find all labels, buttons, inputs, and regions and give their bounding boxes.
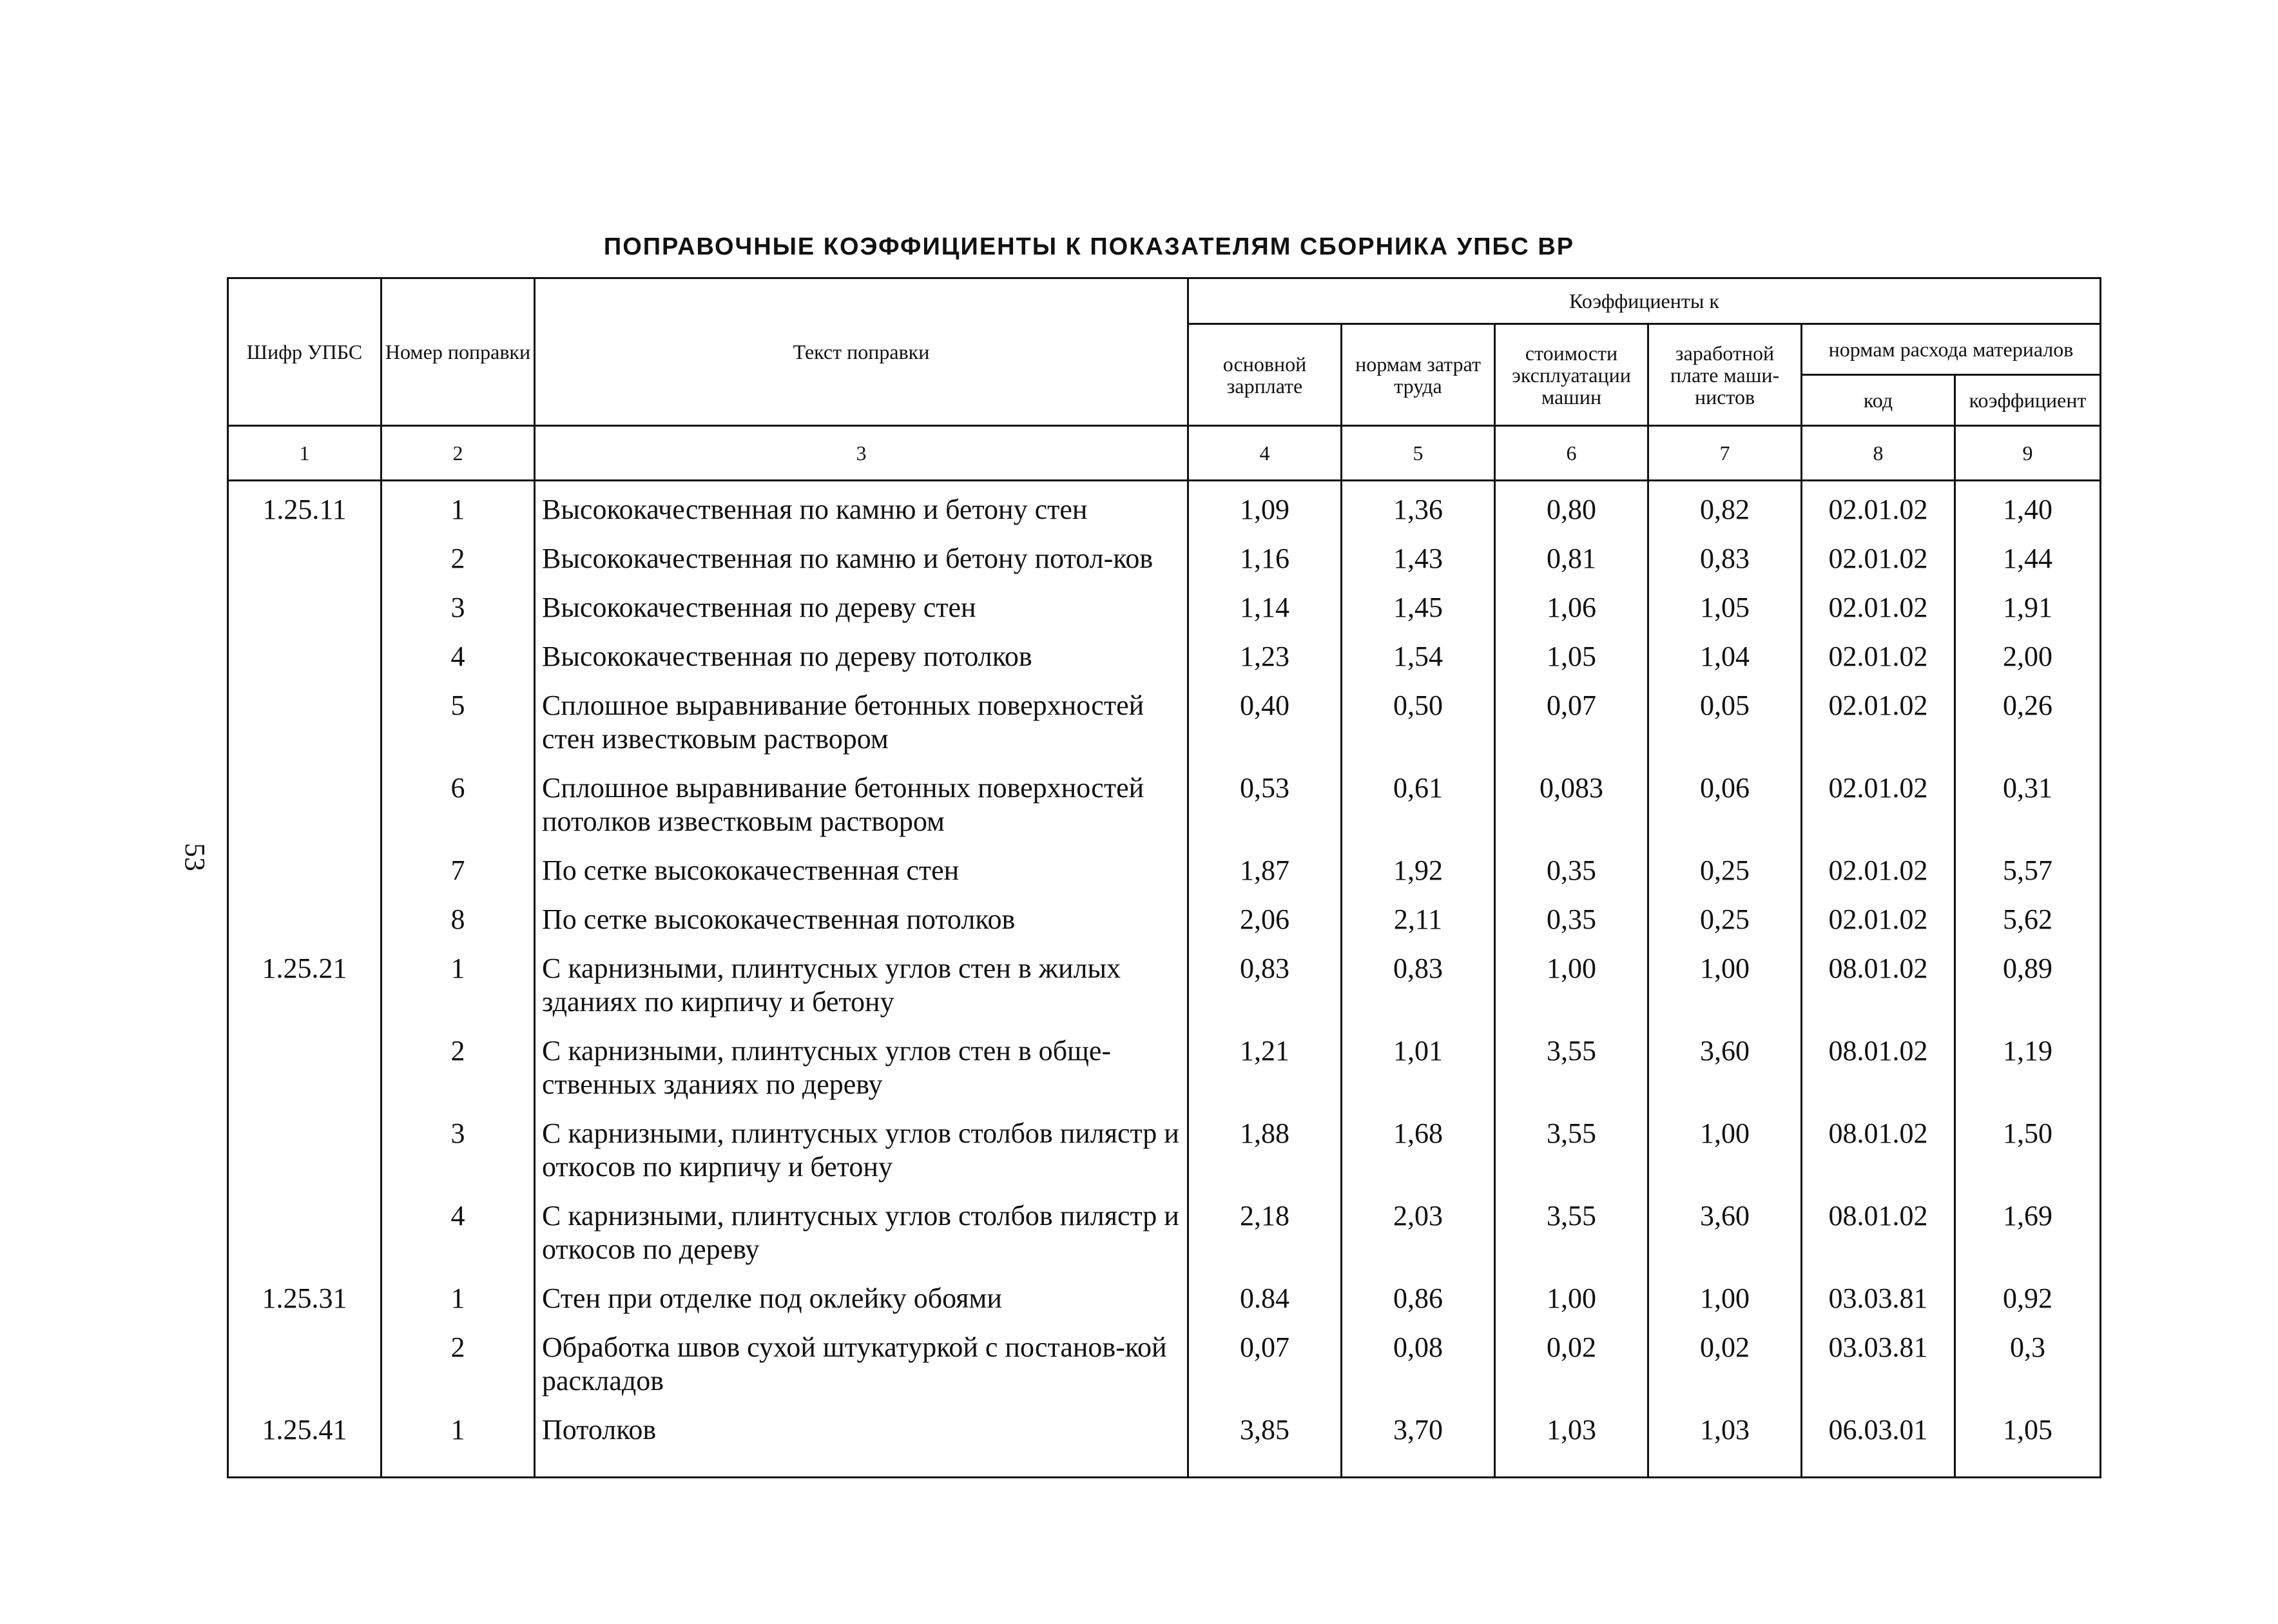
header-number: Номер поправки [381,278,535,426]
row-text: Стен при отделке под оклейку обоями [535,1274,1188,1323]
table-row [228,1109,2101,1192]
row-labor-norms-coef: 1,68 [1342,1109,1495,1192]
row-machinist-salary-coef: 3,60 [1648,1192,1802,1274]
page-number: 53 [179,843,211,871]
row-material-code: 02.01.02 [1802,846,1955,895]
row-code [228,534,381,583]
row-labor-norms-coef: 1,45 [1342,583,1495,632]
row-material-code: 08.01.02 [1802,944,1955,1027]
row-number: 5 [381,681,535,764]
table-row [228,632,2101,681]
row-material-coef: 1,50 [1955,1109,2101,1192]
row-code [228,1192,381,1274]
row-machine-cost-coef: 1,06 [1495,583,1648,632]
row-text: С карнизными, плинтусных углов стен в жилых зданиях по кирпичу и бетону [535,944,1188,1027]
row-material-code: 08.01.02 [1802,1109,1955,1192]
row-number: 3 [381,583,535,632]
row-code [228,846,381,895]
row-labor-norms-coef: 1,43 [1342,534,1495,583]
row-material-code: 08.01.02 [1802,1192,1955,1274]
coefficients-table [227,277,2101,1478]
row-machinist-salary-coef: 1,00 [1648,1109,1802,1192]
header-code: Шифр УПБС [228,278,381,426]
row-text: Сплошное выравнивание бетонных поверхностей стен известковым раствором [535,681,1188,764]
row-text: Сплошное выравнивание бетонных поверхностей потолков известковым раствором [535,764,1188,846]
row-code: 1.25.41 [228,1406,381,1478]
row-machine-cost-coef: 1,05 [1495,632,1648,681]
row-labor-norms-coef: 2,11 [1342,895,1495,944]
table-row [228,583,2101,632]
column-number: 7 [1648,426,1802,481]
table-row [228,681,2101,764]
row-machinist-salary-coef: 0,83 [1648,534,1802,583]
row-code: 1.25.21 [228,944,381,1027]
column-number: 1 [228,426,381,481]
row-code: 1.25.31 [228,1274,381,1323]
row-number: 2 [381,534,535,583]
row-material-coef: 1,40 [1955,481,2101,535]
row-code [228,895,381,944]
row-text: Высококачественная по дереву стен [535,583,1188,632]
row-basic-salary-coef: 0,07 [1188,1323,1342,1406]
row-basic-salary-coef: 0.84 [1188,1274,1342,1323]
header-machine-cost: стоимости эксплуатации машин [1495,324,1648,426]
row-number: 4 [381,1192,535,1274]
table-body [228,481,2101,1478]
row-text: С карнизными, плинтусных углов столбов пилястр и откосов по кирпичу и бетону [535,1109,1188,1192]
row-text: Высококачественная по дереву потолков [535,632,1188,681]
row-basic-salary-coef: 1,16 [1188,534,1342,583]
row-number: 1 [381,1274,535,1323]
row-basic-salary-coef: 1,14 [1188,583,1342,632]
row-labor-norms-coef: 1,54 [1342,632,1495,681]
row-material-code: 02.01.02 [1802,895,1955,944]
table-row [228,944,2101,1027]
row-machine-cost-coef: 0,80 [1495,481,1648,535]
header-machinist-salary: заработной плате маши-нистов [1648,324,1802,426]
column-number: 2 [381,426,535,481]
column-number: 3 [535,426,1188,481]
table-row [228,1323,2101,1406]
row-labor-norms-coef: 1,01 [1342,1027,1495,1109]
row-material-code: 02.01.02 [1802,632,1955,681]
row-material-code: 03.03.81 [1802,1274,1955,1323]
row-code [228,681,381,764]
row-number: 1 [381,1406,535,1478]
table-row [228,1406,2101,1478]
row-basic-salary-coef: 0,40 [1188,681,1342,764]
row-machine-cost-coef: 0,35 [1495,895,1648,944]
row-basic-salary-coef: 1,87 [1188,846,1342,895]
table-row [228,1027,2101,1109]
row-machine-cost-coef: 3,55 [1495,1109,1648,1192]
row-labor-norms-coef: 0,61 [1342,764,1495,846]
row-machinist-salary-coef: 1,04 [1648,632,1802,681]
row-material-code: 03.03.81 [1802,1323,1955,1406]
row-text: Высококачественная по камню и бетону потол-ков [535,534,1188,583]
row-code [228,632,381,681]
row-basic-salary-coef: 1,88 [1188,1109,1342,1192]
row-text: По сетке высококачественная стен [535,846,1188,895]
row-basic-salary-coef: 1,21 [1188,1027,1342,1109]
row-material-coef: 5,57 [1955,846,2101,895]
row-machinist-salary-coef: 1,05 [1648,583,1802,632]
row-material-code: 02.01.02 [1802,681,1955,764]
row-machinist-salary-coef: 0,05 [1648,681,1802,764]
row-number: 8 [381,895,535,944]
table-row [228,1274,2101,1323]
header-material-code: код [1802,375,1955,426]
column-number: 4 [1188,426,1342,481]
row-material-code: 06.03.01 [1802,1406,1955,1478]
row-material-coef: 1,91 [1955,583,2101,632]
row-text: Обработка швов сухой штукатуркой с постанов-кой раскладов [535,1323,1188,1406]
row-material-coef: 1,44 [1955,534,2101,583]
row-text: С карнизными, плинтусных углов столбов пилястр и откосов по дереву [535,1192,1188,1274]
row-labor-norms-coef: 0,50 [1342,681,1495,764]
row-material-coef: 0,89 [1955,944,2101,1027]
row-machine-cost-coef: 3,55 [1495,1027,1648,1109]
row-machinist-salary-coef: 0,25 [1648,895,1802,944]
row-text: По сетке высококачественная потолков [535,895,1188,944]
row-code [228,1323,381,1406]
row-machinist-salary-coef: 0,02 [1648,1323,1802,1406]
row-labor-norms-coef: 1,36 [1342,481,1495,535]
row-code [228,764,381,846]
row-basic-salary-coef: 0,83 [1188,944,1342,1027]
column-number: 9 [1955,426,2101,481]
row-machine-cost-coef: 0,07 [1495,681,1648,764]
table-row [228,481,2101,535]
row-labor-norms-coef: 0,86 [1342,1274,1495,1323]
row-machinist-salary-coef: 1,00 [1648,944,1802,1027]
row-text: Потолков [535,1406,1188,1478]
row-machinist-salary-coef: 0,82 [1648,481,1802,535]
row-material-coef: 5,62 [1955,895,2101,944]
row-machine-cost-coef: 1,03 [1495,1406,1648,1478]
row-number: 2 [381,1323,535,1406]
table-row [228,534,2101,583]
row-material-coef: 2,00 [1955,632,2101,681]
row-number: 1 [381,944,535,1027]
row-text: Высококачественная по камню и бетону стен [535,481,1188,535]
row-material-code: 02.01.02 [1802,764,1955,846]
column-number: 6 [1495,426,1648,481]
row-machine-cost-coef: 0,083 [1495,764,1648,846]
page-title: ПОПРАВОЧНЫЕ КОЭФФИЦИЕНТЫ К ПОКАЗАТЕЛЯМ СБОРНИКА УПБС ВР [603,233,1575,260]
row-material-code: 02.01.02 [1802,534,1955,583]
row-machine-cost-coef: 0,81 [1495,534,1648,583]
table-row [228,895,2101,944]
row-labor-norms-coef: 1,92 [1342,846,1495,895]
row-material-coef: 1,05 [1955,1406,2101,1478]
row-number: 6 [381,764,535,846]
header-text: Текст поправки [535,278,1188,426]
row-material-coef: 0,92 [1955,1274,2101,1323]
column-number: 8 [1802,426,1955,481]
row-material-coef: 1,69 [1955,1192,2101,1274]
row-labor-norms-coef: 3,70 [1342,1406,1495,1478]
row-material-coef: 0,3 [1955,1323,2101,1406]
row-labor-norms-coef: 0,08 [1342,1323,1495,1406]
row-number: 1 [381,481,535,535]
row-number: 2 [381,1027,535,1109]
header-coefficients: Коэффициенты к [1188,278,2101,324]
header-material-coefficient: коэффициент [1955,375,2101,426]
row-material-coef: 0,31 [1955,764,2101,846]
row-code [228,583,381,632]
row-machine-cost-coef: 3,55 [1495,1192,1648,1274]
header-material-norms: нормам расхода материалов [1802,324,2101,375]
column-number: 5 [1342,426,1495,481]
row-material-coef: 1,19 [1955,1027,2101,1109]
row-machine-cost-coef: 0,02 [1495,1323,1648,1406]
row-labor-norms-coef: 2,03 [1342,1192,1495,1274]
row-machine-cost-coef: 1,00 [1495,944,1648,1027]
row-basic-salary-coef: 1,23 [1188,632,1342,681]
row-code: 1.25.11 [228,481,381,535]
row-number: 7 [381,846,535,895]
row-machine-cost-coef: 0,35 [1495,846,1648,895]
row-machinist-salary-coef: 3,60 [1648,1027,1802,1109]
row-machinist-salary-coef: 1,03 [1648,1406,1802,1478]
row-machine-cost-coef: 1,00 [1495,1274,1648,1323]
row-basic-salary-coef: 2,18 [1188,1192,1342,1274]
row-machinist-salary-coef: 1,00 [1648,1274,1802,1323]
row-number: 4 [381,632,535,681]
row-code [228,1109,381,1192]
row-material-code: 08.01.02 [1802,1027,1955,1109]
row-text: С карнизными, плинтусных углов стен в обще-ственных зданиях по дереву [535,1027,1188,1109]
row-basic-salary-coef: 0,53 [1188,764,1342,846]
header-labor-norms: нормам затрат труда [1342,324,1495,426]
row-code [228,1027,381,1109]
row-material-code: 02.01.02 [1802,583,1955,632]
row-machinist-salary-coef: 0,06 [1648,764,1802,846]
table-row [228,764,2101,846]
table-row [228,1192,2101,1274]
table-row [228,846,2101,895]
row-number: 3 [381,1109,535,1192]
row-basic-salary-coef: 2,06 [1188,895,1342,944]
row-basic-salary-coef: 1,09 [1188,481,1342,535]
row-basic-salary-coef: 3,85 [1188,1406,1342,1478]
row-material-coef: 0,26 [1955,681,2101,764]
header-basic-salary: основной зарплате [1188,324,1342,426]
row-machinist-salary-coef: 0,25 [1648,846,1802,895]
row-labor-norms-coef: 0,83 [1342,944,1495,1027]
row-material-code: 02.01.02 [1802,481,1955,535]
